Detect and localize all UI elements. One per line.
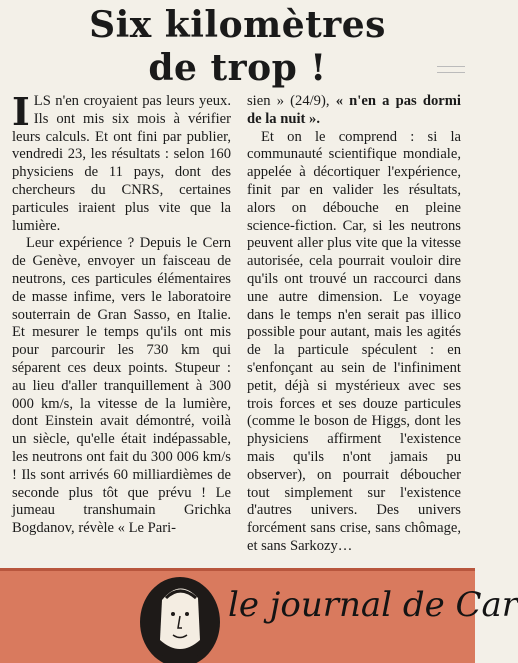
caricature-portrait-icon [140,570,220,663]
banner-stripe [0,568,475,571]
dropcap: I [12,89,30,134]
headline-line-1: Six kilomètres [89,4,386,46]
headline-line-2: de trop ! [148,47,327,89]
article-column-right [247,93,461,556]
paragraph-3: Et on le comprend : si la communauté scientifique mondiale, appelée à décortiquer l'expérience, finit par en valider les résultats, alors on débouche en pleine science-fiction. Car, si les neutrons peuvent aller plus vite que la vitesse autorisée, cela pourrait vouloir dire qu'ils ont trouvé un raccourci dans une autre dimension. Le voyage dans le temps n'en serait pas illico possible pour autant, mais les agités de la particule spéculent : en s'enfonçant au sein de l'infiniment petit, déjà si mystérieux avec ses trois forces et ses douze particules (comme le boson de Higgs, dont les physiciens affirment l'existence mais qu'ils n'ont jamais pu observer), on pourrait déboucher tout simplement sur l'existence d'autres univers. Des univers forcément sans crise, sans chômage, et sans Sarkozy… [247,128,461,554]
quote-bold: « n'en a pas dormi de la nuit ». [247,93,461,127]
continuation-text: sien » (24/9), [247,93,330,109]
journal-logo-text: le journal de Car [228,585,518,625]
paragraph-continuation [247,93,461,129]
paragraph-1 [12,89,231,235]
article-column-left [12,89,231,538]
paragraph-1-text: LS n'en croyaient pas leurs yeux. Ils ont mis six mois à vérifier leurs calculs. Et ont fini par publier, vendredi 23, les résultats : selon 160 physiciens de 11 pays, dont des chercheurs du CNRS, certaines particules iraient plus vite que la lumière. [12,93,231,234]
paragraph-2: Leur expérience ? Depuis le Cern de Genève, envoyer un faisceau de neutrons, ces particules élémentaires de masse infime, vers le laboratoire souterrain de Gran Sasso, en Italie. Et mesurer le temps qu'ils ont mis pour parcourir les 730 km qui séparent ces deux points. Stupeur : au lieu d'aller tranquillement à 300 000 km/s, la vitesse de la lumière, dont Einstein avait démontré, voilà un siècle, qu'elle était indépassable, les neutrons ont fait du 300 006 km/s ! Ils sont arrivés 60 milliardièmes de seconde plus tôt que prévu ! Le jumeau transhumain Grichka Bogdanov, révèle « Le Pari- [12,235,231,537]
headline [0,0,475,90]
decorative-mark [437,66,465,73]
